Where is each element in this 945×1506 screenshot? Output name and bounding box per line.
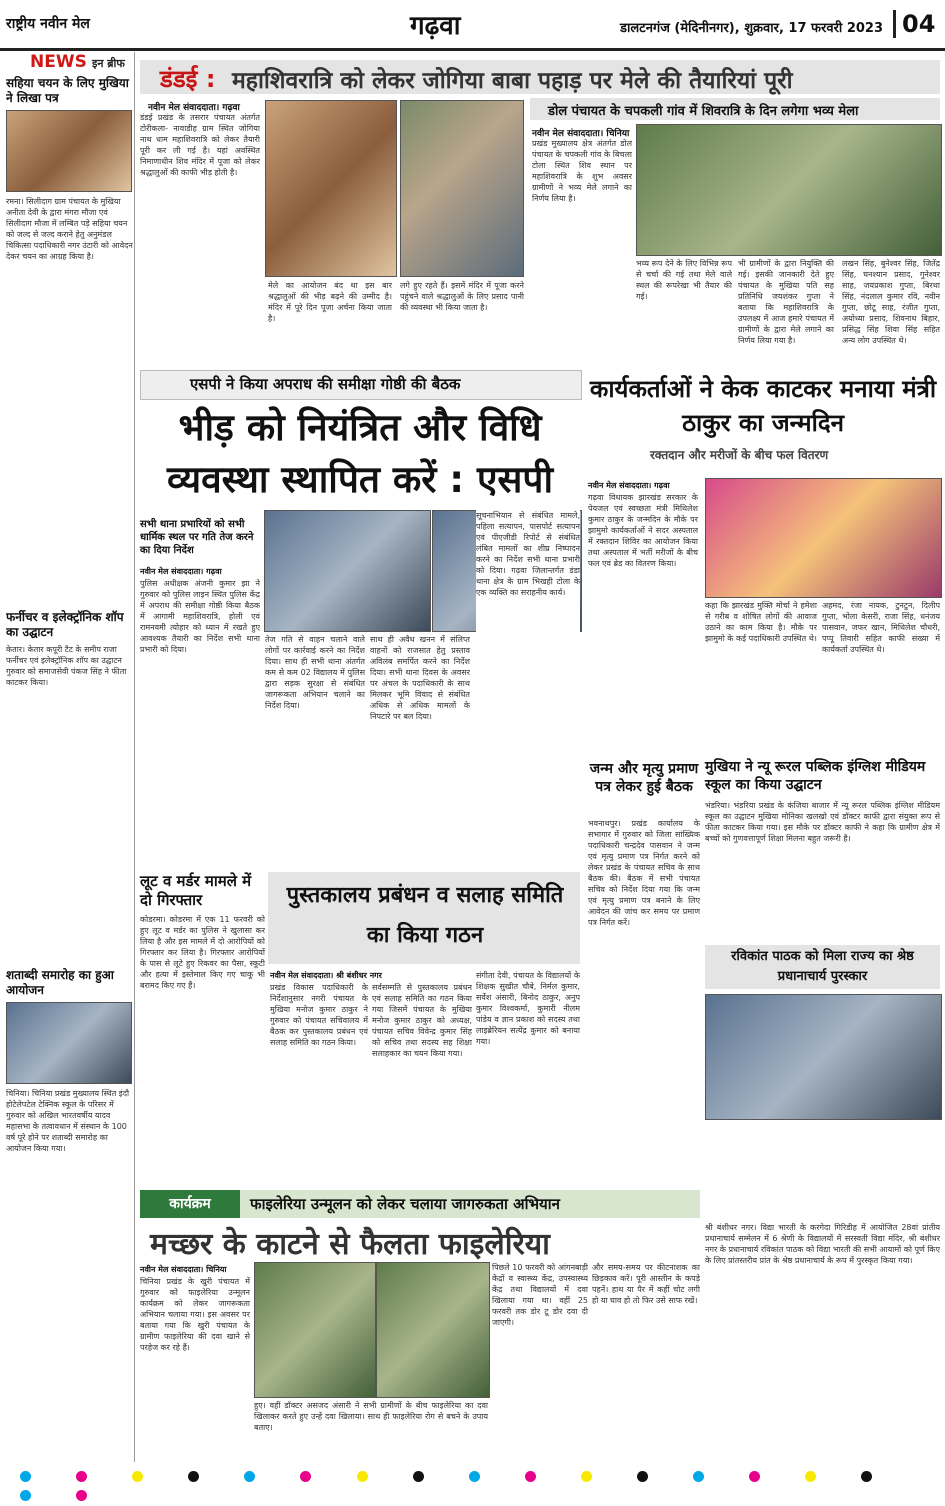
birth-text: भवनाथपुर। प्रखंड कार्यालय के सभागार में गुरुवार को जिला सांख्यिक पदाधिकारी चन्द्रदेव पासवान ने जन्म एवं मृत्यु प्रमाण पत्र निर्गत करने को लेकर प्रखंड के पंचायत सचिव के साथ बैठक की। बैठक में सभी पंचायत सचिव को निर्देश दिया गया कि जन्म एवं मृत्यु प्रमाण पत्र बनाने के लिए आवेदन की जांच कर समय पर प्रमाण पत्र निर्गत करें। (588, 819, 700, 927)
filaria-tag: कार्यक्रम (140, 1190, 240, 1218)
cake-text-2: कहा कि झारखंड मुक्ति मोर्चा ने हमेशा से गरीब व शोषित लोगों की आवाज उठाने का काम किया है। मौके पर झामुमो के कई पदाधिकारी उपस्थित थे। (705, 601, 817, 643)
registration-dot (244, 1471, 255, 1482)
sp-kicker: एसपी ने किया अपराध की समीक्षा गोष्ठी की बैठक (190, 375, 461, 393)
filaria-byline: नवीन मेल संवाददाता। चिनिया (140, 1265, 227, 1274)
birth-headline: जन्म और मृत्यु प्रमाण पत्र लेकर हुई बैठक (589, 761, 699, 795)
filaria-bar-title: फाइलेरिया उन्मूलन को लेकर चलाया जागरुकता अभियान (250, 1195, 560, 1213)
library-byline: नवीन मेल संवाददाता। श्री बंशीधर नगर (270, 971, 382, 980)
top-photo-temple (400, 100, 524, 277)
sp-headline: भीड़ को नियंत्रित और विधि व्यवस्था स्थापित करें : एसपी (166, 406, 554, 501)
registration-dot (357, 1471, 368, 1482)
registration-dot (188, 1471, 199, 1482)
sp-text-3: साथ ही अवैध खनन में संलिप्त वाहनों को राजसात हेतु प्रस्ताव अविलंब समर्पित करने का निर्देश दिया। सभी थाना दिवस के अवसर पर अंचल के पदाधिकारी के साथ मिलकर भूमि विवाद से संबंधित अधिक से अधिक मामलों के निपटारे पर बल दिया। (370, 635, 470, 721)
dateline: डालटनगंज (मेदिनीनगर), शुक्रवार, 17 फरवरी 2023 (620, 21, 883, 36)
filaria-text-1: चिनिया प्रखंड के खुरी पंचायत में गुरुवार को फाइलेरिया उन्मूलन कार्यक्रम को लेकर जागरूकता अभियान चलाया गया। इस अवसर पर बताया गया कि खुरी पंचायत के ग्रामीण फाइलेरिया की दवा खाने से परहेज कर रहे हैं। (140, 1277, 250, 1352)
news-sublabel: इन ब्रीफ (91, 57, 125, 70)
loot-text: कोडरमा। कोडरमा में एक 11 फरवरी को हुए लूट व मर्डर का पुलिस ने खुलासा कर लिया है और इस मामले में दो आरोपियों को गिरफ्तार कर लिया है। गिरफ्तार आरोपियों के पास से लूटे हुए रिकवर का पैसा, स्कूटी और हत्या में इस्तेमाल किए गए चाकू भी बरामद किए गए हैं। (140, 915, 265, 990)
filaria-photo-1 (254, 1262, 376, 1398)
top-text-7: लखन सिंह, बुनेश्वर सिंह, जितेंद्र सिंह, घनश्यान प्रसाद, गुनेश्वर साह, जयप्रकाश गुप्ता, बिरथा सिंह, नंदलाल कुमार रवि, नवीन गुप्ता, छोटू साह, रंजीत गुप्ता, अयोध्या प्रसाद, शिवनाथ बिहार, प्रसिद्ध सिंह शिवा सिंह सहित अन्य लोग उपस्थित थे। (842, 259, 940, 345)
registration-dot (76, 1490, 87, 1501)
page-number: 04 (893, 10, 935, 38)
registration-dot (20, 1490, 31, 1501)
cake-text-3: अहमद, रंजा नायक, टुनटुन, दिलीप गुप्ता, भोला केसरी, राजा सिंह, धनंजय पासवान, जफर खान, मिथिलेश चौधरी, पप्पू तिवारी सहित काफी संख्या में कार्यकर्ता उपस्थित थे। (822, 601, 940, 654)
filaria-text-4: और समय-समय पर कीटनाशक का छिड़काव करें। पूरी आस्तीन के कपड़े पहनें। हाथ या पैर में कहीं चोट लगी हो या घाव हो तो फिर उसे साफ रखें। (592, 1263, 700, 1305)
top-text-4: प्रखंड मुख्यालय क्षेत्र अंतर्गत डोल पंचायत के चपकली गांव के बिचला टोला स्थित शिव स्थान पर महाशिवरात्रि के शुभ अवसर ग्रामीणों ने भव्य मेले लगाने का निर्णय लिया है। (532, 139, 632, 203)
library-headline: पुस्तकालय प्रबंधन व सलाह समिति का किया गठन (286, 883, 564, 948)
library-text-1: प्रखंड विकास पदाधिकारी के निर्देशानुसार नगरी पंचायत के मुखिया मनोज कुमार ठाकुर ने गुरुवार को पंचायत सचिवालय में बैठक कर पुस्तकालय प्रबंधन एवं सलाह समिति का गठन किया। (270, 983, 368, 1047)
registration-dot (132, 1471, 143, 1482)
registration-dot (413, 1471, 424, 1482)
masthead: राष्ट्रीय नवीन मेल (6, 16, 90, 32)
brief-headline-3: शताब्दी समारोह का हुआ आयोजन (6, 968, 114, 997)
top-headline-prefix: डंडई : (160, 65, 216, 93)
registration-dot (637, 1471, 648, 1482)
sp-text-2: तेज गति से वाहन चलाने वाले लोगों पर कार्रवाई करने का निर्देश दिया। साथ ही सभी थाना अंतर्गत कम से कम 02 विद्यालय में पुलिस द्वारा सड़क सुरक्षा से संबंधित जागरूकता अभियान चलाने का निर्देश दिया। (265, 635, 365, 710)
mukhia-headline: मुखिया ने न्यू रूरल पब्लिक इंग्लिश मीडियम स्कूल का किया उद्घाटन (705, 759, 926, 793)
registration-dot (581, 1471, 592, 1482)
filaria-text-3: पिछले 10 फरवरी को आंगनबाड़ी केंद्रों व स्वास्थ्य केंद्र, उपस्वास्थ्य केंद्र तथा विद्यालयों में दवा खिलाया गया था। वहीं 25 फरवरी तक डोर टू डोर दवा दी जाएगी। (492, 1263, 588, 1327)
sp-subheadline: सभी थाना प्रभारियों को सभी धार्मिक स्थल पर गति तेज करने का दिया निर्देश (140, 519, 254, 556)
mukhia-text: भंडरिया। भंडरिया प्रखंड के कंजिया बाजार में न्यू रूरल पब्लिक इंग्लिश मीडियम स्कूल का उद्घाटन मुखिया मोनिका खलखो एवं डॉक्टर काफी द्वारा संयुक्त रूप से फीता काटकर किया गया। इस मौके पर डॉक्टर काफी ने कहा कि ग्रामीण क्षेत्र में बच्चों को गुणवत्तापूर्ण शिक्षा मिलना बहुत जरूरी है। (705, 801, 940, 843)
registration-dot (693, 1471, 704, 1482)
brief-photo-3 (6, 1002, 132, 1084)
top-text-6: भी ग्रामीणों के द्वारा नियुक्ति की गई। इसकी जानकारी देते हुए पंचायत के मुखिया पति सह प्रतिनिधि जयशंकर गुप्ता ने बताया कि महाशिवरात्रि के उपलक्ष्य में आज हमारे पंचायत में ग्रामीणों के द्वारा मेले लगाने का निर्णय लिया गया है। (738, 259, 834, 345)
registration-dot (300, 1471, 311, 1482)
registration-dot (469, 1471, 480, 1482)
brief-text-2: केतार। केतार कपूरी टैट के समीप राजा फर्नीचर एवं इलेक्ट्रॉनिक शॉप का उद्घाटन गुरुवार को समाजसेवी पंकज सिंह ने फीता काटकर किया। (6, 645, 127, 687)
top-headline: महाशिवरात्रि को लेकर जोगिया बाबा पहाड़ पर मेले की तैयारियां पूरी (232, 68, 793, 94)
top-byline-2: नवीन मेल संवाददाता। चिनिया (532, 129, 630, 139)
sp-text-4: सूचनाभियान से संबंधित मामले, पहिला सत्यापन, पासपोर्ट सत्यापन एवं पीएजीडी रिपोर्ट से संबंधित लंबित मामलों का शीघ्र निष्पादन करने का निर्देश सभी थाना प्रभारी को दिया। गढ़वा जिलान्तर्गत डंडा थाना क्षेत्र के ग्राम भिखही टोला के एक व्यक्ति का सराहनीय कार्य। (476, 510, 580, 870)
brief-text-3: चिनिया। चिनिया प्रखंड मुख्यालय स्थित इंदौ होटेलेपटेल टेक्निक स्कूल के परिसर में गुरुवार को अखिल भारतवर्षीय यादव महासभा के तत्वावधान में संस्थान के 100 वर्ष पूरे होने पर शताब्दी समारोह का आयोजन किया गया। (6, 1089, 130, 1153)
registration-dot (861, 1471, 872, 1482)
cake-text-1: गढ़वा विधायक झारखंड सरकार के पेयजल एवं स्वच्छता मंत्री मिथिलेश कुमार ठाकुर के जन्मदिन के मौके पर झामुमो कार्यकर्ताओं ने सदर अस्पताल में रक्तदान शिविर का आयोजन किया तथा अस्पताल में भर्ती मरीजों के बीच फल एवं ब्रेड का वितरण किया। (588, 493, 698, 568)
top-byline: नवीन मेल संवाददाता। गढ़वा (148, 103, 240, 113)
top-photo-meeting (636, 124, 942, 256)
sp-byline: नवीन मेल संवाददाता। गढ़वा (140, 567, 222, 576)
brief-text-1: रमना। सिलीदाग ग्राम पंचायत के मुखिया अनीता देवी के द्वारा मंगरा मौजा एवं सिलीदाग मौजा में लम्बित पड़े सहिया चयन को जल्द से जल्द कराने हेतु अनुमंडल चिकित्सा पदाधिकारी नगर उंटारी को आवेदन देकर चयन का आग्रह किया है। (6, 197, 133, 261)
cake-byline: नवीन मेल संवाददाता। गढ़वा (588, 481, 670, 490)
top-photo-sadhu (265, 100, 397, 277)
registration-dot (805, 1471, 816, 1482)
sp-text-1: पुलिस अधीक्षक अंजनी कुमार झा ने गुरुवार को पुलिस लाइन स्थित पुलिस केंद्र में अपराध की समीक्षा गोष्ठी किया बैठक में आगामी महाशिवरात्रि, होली एवं रामनवमी त्योहार को ध्यान में रखते हुए आवश्यक तैयारी का निर्देश सभी थाना प्रभारी को दिया। (140, 579, 260, 654)
cake-subheadline: रक्तदान और मरीजों के बीच फल वितरण (650, 448, 829, 462)
filaria-headline: मच्छर के काटने से फैलता फाइलेरिया (150, 1227, 550, 1262)
top-text-3: लगे हुए रहते हैं। इसमें मंदिर में पूजा करने पहुंचने वाले श्रद्धालुओं के लिए प्रसाद पानी की व्यवस्था भी किया जाता है। (400, 281, 524, 312)
filaria-photo-2 (376, 1262, 490, 1398)
library-text-3: संगीता देवी, पंचायत के विद्यालयों के शिक्षक सुखीत चौबे, निर्मल कुमार, सर्वेश अंसारी, बिनोद ठाकुर, अनुप कुमार विश्वकर्मा, कुमारी नीलम पांडेय व ज्ञान प्रकाश को सदस्य तथा लाइब्रेरियन सत्येंद्र कुमार को बनाया गया। (476, 971, 580, 1046)
top-text-2: मेले का आयोजन बंद था इस बार श्रद्धालुओं की भीड़ बढ़ने की उम्मीद है। मंदिर में पूरे दिन पूजा अर्चना किया जाता है। (268, 281, 392, 323)
library-text-2: सर्वसम्मति से पुस्तकालय प्रबंधन एवं सलाह समिति का गठन किया गया जिसमें पंचायत के मुखिया मनोज कुमार ठाकुर को अध्यक्ष, पंचायत सचिव विवेन्द्र कुमार सिंह को सचिव तथा सदस्य सह शिक्षा सलाहकार का चयन किया गया। (372, 983, 472, 1058)
brief-headline-1: सहिया चयन के लिए मुखिया ने लिखा पत्र (6, 76, 129, 105)
section-title: गढ़वा (410, 11, 461, 41)
registration-dot (525, 1471, 536, 1482)
news-badge (30, 52, 134, 72)
cake-headline: कार्यकर्ताओं ने केक काटकर मनाया मंत्री ठाकुर का जन्मदिन (589, 375, 937, 437)
loot-headline: लूट व मर्डर मामले में दो गिरफ्तार (140, 872, 252, 909)
registration-dot (76, 1471, 87, 1482)
registration-dot (749, 1471, 760, 1482)
news-label: NEWS (30, 52, 87, 72)
top-subheadline-right: डोल पंचायत के चपकली गांव में शिवरात्रि के दिन लगेगा भव्य मेला (548, 104, 859, 119)
registration-dot (20, 1471, 31, 1482)
sp-photo-meeting-1 (264, 510, 431, 632)
award-text: श्री बंशीधर नगर। विद्या भारती के करगेदा गिरिडीह में आयोजित 28वां प्रांतीय प्रधानाचार्य सम्मेलन में 6 श्रेणी के विद्यालयों में सरस्वती विद्या मंदिर, श्री बंशीधर नगर के प्रधानाचार्य रविकांत पाठक को विद्या भारती की सभी आयामों को पूर्ण किए के लिए प्रांतस्तरीय प्रांत के श्रेष्ठ प्रधानाचार्य के रूप में पुरस्कृत किया गया। (705, 1223, 940, 1265)
top-text-5: भव्य रूप देने के लिए विभिन्न रूप से चर्चा की गई तथा मेले वाले स्थल की रूपरेखा भी तैयार की गई। (636, 259, 732, 301)
award-photo (705, 994, 942, 1120)
award-headline: रविकांत पाठक को मिला राज्य का श्रेष्ठ प्रधानाचार्य पुरस्कार (731, 949, 914, 984)
brief-headline-2: फर्नीचर व इलेक्ट्रॉनिक शॉप का उद्घाटन (6, 610, 124, 639)
filaria-text-2: हुए। वहीं डॉक्टर असजद अंसारी ने सभी ग्रामीणों के बीच फाइलेरिया का दवा खिलाकर करते हुए उन्हें दवा खिलाया। साथ ही फाइलेरिया रोग से बचने के उपाय बताए। (254, 1401, 488, 1432)
cake-photo-banner (705, 478, 942, 598)
news-in-brief-sidebar (6, 52, 135, 1462)
brief-photo-1 (6, 110, 132, 192)
print-registration-marks (0, 1468, 945, 1482)
top-text-1: डंडई प्रखंड के तसरार पंचायत अंतर्गत टोरीकला- नावाडीह ग्राम स्थित जोगिया नाथ धाम महाशिवरात्रि को लेकर तैयारी पूरी कर ली गई है। यहां अवस्थित निमाणाधीन शिव मंदिर में पूजा को लेकर श्रद्धालुओं की काफी भीड़ होती है। (140, 113, 260, 177)
